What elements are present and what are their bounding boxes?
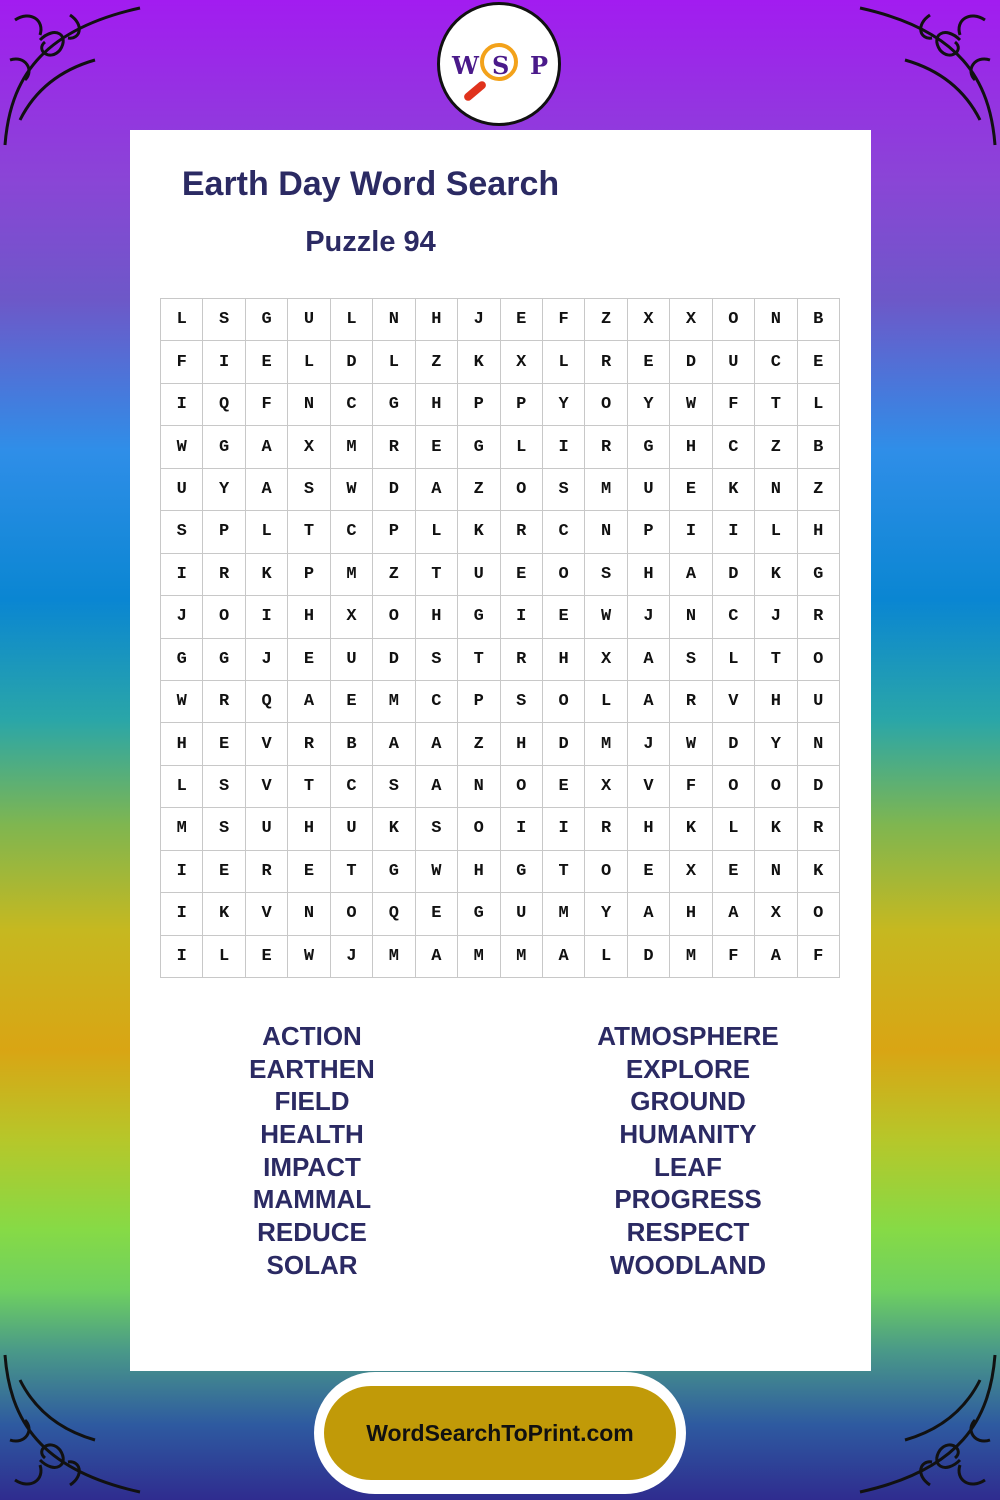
grid-cell[interactable]: U bbox=[161, 469, 203, 511]
grid-cell[interactable]: E bbox=[501, 299, 543, 341]
corner-ornament-top-right bbox=[850, 0, 1000, 150]
grid-cell[interactable]: S bbox=[501, 681, 543, 723]
grid-cell[interactable]: I bbox=[543, 426, 585, 468]
grid-cell[interactable]: U bbox=[331, 639, 373, 681]
grid-cell[interactable]: T bbox=[755, 384, 797, 426]
grid-cell[interactable]: M bbox=[331, 426, 373, 468]
grid-cell[interactable]: A bbox=[628, 681, 670, 723]
grid-cell[interactable]: J bbox=[628, 723, 670, 765]
grid-cell[interactable]: V bbox=[628, 766, 670, 808]
grid-cell[interactable]: X bbox=[288, 426, 330, 468]
grid-cell[interactable]: D bbox=[373, 639, 415, 681]
grid-cell[interactable]: Z bbox=[458, 469, 500, 511]
magnifier-handle bbox=[462, 80, 487, 103]
grid-cell[interactable]: H bbox=[416, 384, 458, 426]
grid-cell[interactable]: A bbox=[246, 469, 288, 511]
word-list-item: LEAF bbox=[654, 1151, 722, 1182]
grid-cell[interactable]: N bbox=[755, 469, 797, 511]
grid-cell[interactable]: A bbox=[543, 936, 585, 978]
grid-cell[interactable]: O bbox=[585, 384, 627, 426]
grid-cell[interactable]: K bbox=[246, 554, 288, 596]
grid-cell[interactable]: D bbox=[628, 936, 670, 978]
grid-cell[interactable]: Z bbox=[798, 469, 840, 511]
grid-cell[interactable]: M bbox=[458, 936, 500, 978]
letter-grid bbox=[160, 298, 840, 978]
grid-cell[interactable]: E bbox=[713, 851, 755, 893]
grid-cell[interactable]: R bbox=[798, 596, 840, 638]
site-link[interactable]: WordSearchToPrint.com bbox=[324, 1386, 676, 1480]
grid-cell[interactable]: E bbox=[288, 851, 330, 893]
grid-cell[interactable]: F bbox=[161, 341, 203, 383]
grid-cell[interactable]: J bbox=[161, 596, 203, 638]
grid-cell[interactable]: D bbox=[670, 341, 712, 383]
grid-cell[interactable]: N bbox=[373, 299, 415, 341]
grid-cell[interactable]: A bbox=[416, 723, 458, 765]
grid-cell[interactable]: Y bbox=[628, 384, 670, 426]
grid-cell[interactable]: O bbox=[713, 299, 755, 341]
grid-cell[interactable]: L bbox=[331, 299, 373, 341]
grid-cell[interactable]: Y bbox=[203, 469, 245, 511]
grid-cell[interactable]: E bbox=[501, 554, 543, 596]
grid-cell[interactable]: T bbox=[288, 511, 330, 553]
grid-cell[interactable]: R bbox=[373, 426, 415, 468]
grid-cell[interactable]: K bbox=[713, 469, 755, 511]
grid-cell[interactable]: H bbox=[543, 639, 585, 681]
word-list-right bbox=[538, 1020, 838, 1282]
page-title: Earth Day Word Search bbox=[181, 165, 560, 203]
grid-cell[interactable]: M bbox=[373, 936, 415, 978]
grid-cell[interactable]: J bbox=[628, 596, 670, 638]
grid-cell[interactable]: Q bbox=[203, 384, 245, 426]
grid-cell[interactable]: V bbox=[246, 893, 288, 935]
grid-cell[interactable]: I bbox=[161, 893, 203, 935]
word-list-item: HUMANITY bbox=[619, 1119, 757, 1150]
grid-cell[interactable]: A bbox=[246, 426, 288, 468]
grid-cell[interactable]: A bbox=[373, 723, 415, 765]
grid-cell[interactable]: A bbox=[670, 554, 712, 596]
grid-cell[interactable]: E bbox=[628, 341, 670, 383]
grid-cell[interactable]: G bbox=[161, 639, 203, 681]
footer-banner bbox=[314, 1372, 686, 1494]
grid-cell[interactable]: E bbox=[670, 469, 712, 511]
grid-cell[interactable]: M bbox=[670, 936, 712, 978]
grid-cell[interactable]: O bbox=[798, 893, 840, 935]
grid-cell[interactable]: D bbox=[543, 723, 585, 765]
grid-cell[interactable]: L bbox=[161, 299, 203, 341]
grid-cell[interactable]: V bbox=[713, 681, 755, 723]
word-list-item: EARTHEN bbox=[249, 1053, 375, 1084]
grid-cell[interactable]: U bbox=[331, 808, 373, 850]
grid-cell[interactable]: T bbox=[543, 851, 585, 893]
grid-cell[interactable]: Z bbox=[585, 299, 627, 341]
grid-cell[interactable]: K bbox=[670, 808, 712, 850]
grid-cell[interactable]: E bbox=[416, 426, 458, 468]
grid-cell[interactable]: W bbox=[416, 851, 458, 893]
grid-cell[interactable]: I bbox=[713, 511, 755, 553]
grid-cell[interactable]: F bbox=[543, 299, 585, 341]
word-list-item: GROUND bbox=[630, 1086, 746, 1117]
grid-cell[interactable]: O bbox=[458, 808, 500, 850]
grid-cell[interactable]: H bbox=[628, 808, 670, 850]
grid-cell[interactable]: I bbox=[203, 341, 245, 383]
grid-cell[interactable]: S bbox=[288, 469, 330, 511]
grid-cell[interactable]: A bbox=[416, 469, 458, 511]
grid-cell[interactable]: O bbox=[585, 851, 627, 893]
grid-cell[interactable]: E bbox=[543, 596, 585, 638]
grid-cell[interactable]: L bbox=[543, 341, 585, 383]
grid-cell[interactable]: X bbox=[670, 851, 712, 893]
grid-cell[interactable]: R bbox=[585, 341, 627, 383]
grid-cell[interactable]: W bbox=[161, 681, 203, 723]
grid-cell[interactable]: V bbox=[246, 766, 288, 808]
grid-cell[interactable]: K bbox=[458, 511, 500, 553]
grid-cell[interactable]: Y bbox=[585, 893, 627, 935]
grid-cell[interactable]: S bbox=[543, 469, 585, 511]
grid-cell[interactable]: F bbox=[246, 384, 288, 426]
grid-cell[interactable]: U bbox=[288, 299, 330, 341]
grid-cell[interactable]: T bbox=[458, 639, 500, 681]
grid-cell[interactable]: G bbox=[203, 639, 245, 681]
grid-cell[interactable]: F bbox=[670, 766, 712, 808]
word-list-item: PROGRESS bbox=[614, 1184, 762, 1215]
grid-cell[interactable]: I bbox=[161, 936, 203, 978]
grid-cell[interactable]: H bbox=[416, 299, 458, 341]
grid-cell[interactable]: H bbox=[628, 554, 670, 596]
grid-cell[interactable]: L bbox=[203, 936, 245, 978]
grid-cell[interactable]: Z bbox=[458, 723, 500, 765]
grid-cell[interactable]: H bbox=[416, 596, 458, 638]
logo-letter-s: S bbox=[492, 51, 510, 80]
grid-cell[interactable]: E bbox=[798, 341, 840, 383]
grid-cell[interactable]: W bbox=[670, 384, 712, 426]
grid-cell[interactable]: H bbox=[458, 851, 500, 893]
grid-cell[interactable]: I bbox=[670, 511, 712, 553]
grid-cell[interactable]: G bbox=[628, 426, 670, 468]
grid-cell[interactable]: G bbox=[798, 554, 840, 596]
grid-cell[interactable]: V bbox=[246, 723, 288, 765]
grid-cell[interactable]: K bbox=[373, 808, 415, 850]
grid-cell[interactable]: R bbox=[798, 808, 840, 850]
grid-cell[interactable]: U bbox=[628, 469, 670, 511]
grid-cell[interactable]: N bbox=[670, 596, 712, 638]
grid-cell[interactable]: T bbox=[288, 766, 330, 808]
grid-cell[interactable]: Q bbox=[246, 681, 288, 723]
grid-cell[interactable]: L bbox=[373, 341, 415, 383]
word-list-item: ATMOSPHERE bbox=[597, 1021, 779, 1051]
grid-cell[interactable]: E bbox=[288, 639, 330, 681]
grid-cell[interactable]: O bbox=[543, 681, 585, 723]
grid-cell[interactable]: A bbox=[628, 893, 670, 935]
grid-cell[interactable]: M bbox=[501, 936, 543, 978]
grid-cell[interactable]: U bbox=[798, 681, 840, 723]
grid-cell[interactable]: B bbox=[798, 299, 840, 341]
grid-cell[interactable]: E bbox=[203, 723, 245, 765]
grid-cell[interactable]: N bbox=[458, 766, 500, 808]
grid-cell[interactable]: R bbox=[288, 723, 330, 765]
grid-cell[interactable]: N bbox=[798, 723, 840, 765]
grid-cell[interactable]: I bbox=[543, 808, 585, 850]
grid-cell[interactable]: G bbox=[458, 426, 500, 468]
grid-cell[interactable]: H bbox=[501, 723, 543, 765]
grid-cell[interactable]: W bbox=[288, 936, 330, 978]
grid-cell[interactable]: N bbox=[585, 511, 627, 553]
grid-cell[interactable]: L bbox=[713, 808, 755, 850]
grid-cell[interactable]: M bbox=[543, 893, 585, 935]
grid-cell[interactable]: B bbox=[798, 426, 840, 468]
grid-cell[interactable]: C bbox=[331, 384, 373, 426]
grid-cell[interactable]: X bbox=[628, 299, 670, 341]
grid-cell[interactable]: H bbox=[670, 893, 712, 935]
grid-cell[interactable]: H bbox=[670, 426, 712, 468]
grid-cell[interactable]: G bbox=[501, 851, 543, 893]
grid-cell[interactable]: W bbox=[331, 469, 373, 511]
grid-cell[interactable]: J bbox=[246, 639, 288, 681]
grid-cell[interactable]: C bbox=[331, 511, 373, 553]
grid-cell[interactable]: R bbox=[203, 681, 245, 723]
grid-cell[interactable]: G bbox=[203, 426, 245, 468]
grid-cell[interactable]: O bbox=[798, 639, 840, 681]
grid-cell[interactable]: D bbox=[331, 341, 373, 383]
grid-cell[interactable]: A bbox=[416, 766, 458, 808]
grid-cell[interactable]: P bbox=[203, 511, 245, 553]
grid-cell[interactable]: W bbox=[670, 723, 712, 765]
grid-cell[interactable]: Y bbox=[755, 723, 797, 765]
word-list-item: MAMMAL bbox=[252, 1184, 372, 1215]
grid-cell[interactable]: M bbox=[585, 723, 627, 765]
logo-letter-p: P bbox=[530, 51, 549, 80]
word-list-left bbox=[162, 1020, 462, 1282]
grid-cell[interactable]: N bbox=[755, 851, 797, 893]
grid-cell[interactable]: E bbox=[628, 851, 670, 893]
grid-cell[interactable]: A bbox=[288, 681, 330, 723]
grid-cell[interactable]: I bbox=[501, 808, 543, 850]
grid-cell[interactable]: P bbox=[458, 384, 500, 426]
grid-cell[interactable]: K bbox=[798, 851, 840, 893]
grid-cell[interactable]: Z bbox=[416, 341, 458, 383]
grid-cell[interactable]: F bbox=[713, 384, 755, 426]
grid-cell[interactable]: E bbox=[246, 936, 288, 978]
grid-cell[interactable]: L bbox=[713, 639, 755, 681]
grid-cell[interactable]: T bbox=[331, 851, 373, 893]
word-list-item: HEALTH bbox=[260, 1119, 364, 1150]
grid-cell[interactable]: E bbox=[246, 341, 288, 383]
grid-cell[interactable]: G bbox=[458, 893, 500, 935]
grid-cell[interactable]: F bbox=[713, 936, 755, 978]
grid-cell[interactable]: N bbox=[288, 893, 330, 935]
grid-cell[interactable]: A bbox=[755, 936, 797, 978]
wsp-logo[interactable] bbox=[437, 2, 561, 126]
grid-cell[interactable]: D bbox=[798, 766, 840, 808]
grid-cell[interactable]: K bbox=[755, 808, 797, 850]
grid-cell[interactable]: H bbox=[161, 723, 203, 765]
grid-cell[interactable]: O bbox=[543, 554, 585, 596]
grid-cell[interactable]: W bbox=[585, 596, 627, 638]
grid-cell[interactable]: L bbox=[585, 936, 627, 978]
grid-cell[interactable]: E bbox=[543, 766, 585, 808]
grid-cell[interactable]: L bbox=[585, 681, 627, 723]
grid-cell[interactable]: L bbox=[246, 511, 288, 553]
grid-cell[interactable]: X bbox=[501, 341, 543, 383]
word-list-item: IMPACT bbox=[263, 1151, 361, 1182]
grid-cell[interactable]: E bbox=[416, 893, 458, 935]
grid-cell[interactable]: K bbox=[203, 893, 245, 935]
word-list-item: REDUCE bbox=[257, 1217, 367, 1248]
grid-cell[interactable]: C bbox=[713, 426, 755, 468]
logo-letter-w: W bbox=[452, 51, 479, 80]
grid-cell[interactable]: I bbox=[161, 554, 203, 596]
grid-cell[interactable]: O bbox=[713, 766, 755, 808]
grid-cell[interactable]: R bbox=[501, 639, 543, 681]
grid-cell[interactable]: O bbox=[373, 596, 415, 638]
grid-cell[interactable]: O bbox=[501, 469, 543, 511]
grid-cell[interactable]: L bbox=[501, 426, 543, 468]
grid-cell[interactable]: S bbox=[203, 299, 245, 341]
grid-cell[interactable]: C bbox=[713, 596, 755, 638]
grid-cell[interactable]: I bbox=[501, 596, 543, 638]
grid-cell[interactable]: X bbox=[755, 893, 797, 935]
grid-cell[interactable]: R bbox=[246, 851, 288, 893]
grid-cell[interactable]: P bbox=[288, 554, 330, 596]
grid-cell[interactable]: X bbox=[331, 596, 373, 638]
grid-cell[interactable]: R bbox=[670, 681, 712, 723]
grid-cell[interactable]: H bbox=[798, 511, 840, 553]
grid-cell[interactable]: Z bbox=[755, 426, 797, 468]
grid-cell[interactable]: K bbox=[458, 341, 500, 383]
grid-cell[interactable]: K bbox=[755, 554, 797, 596]
grid-cell[interactable]: S bbox=[416, 808, 458, 850]
grid-cell[interactable]: E bbox=[203, 851, 245, 893]
grid-cell[interactable]: L bbox=[755, 511, 797, 553]
grid-cell[interactable]: B bbox=[331, 723, 373, 765]
grid-cell[interactable]: M bbox=[331, 554, 373, 596]
grid-cell[interactable]: S bbox=[670, 639, 712, 681]
grid-cell[interactable]: M bbox=[161, 808, 203, 850]
grid-cell[interactable]: O bbox=[203, 596, 245, 638]
grid-cell[interactable]: L bbox=[798, 384, 840, 426]
word-list-item: ACTION bbox=[262, 1021, 362, 1051]
grid-cell[interactable]: G bbox=[373, 851, 415, 893]
word-list-item: SOLAR bbox=[266, 1249, 358, 1280]
grid-cell[interactable]: U bbox=[501, 893, 543, 935]
grid-cell[interactable]: D bbox=[373, 469, 415, 511]
grid-cell[interactable]: X bbox=[585, 639, 627, 681]
grid-cell[interactable]: J bbox=[755, 596, 797, 638]
corner-ornament-bottom-left bbox=[0, 1350, 150, 1500]
grid-cell[interactable]: R bbox=[585, 426, 627, 468]
corner-ornament-bottom-right bbox=[850, 1350, 1000, 1500]
grid-cell[interactable]: N bbox=[288, 384, 330, 426]
word-list-item: WOODLAND bbox=[610, 1249, 766, 1280]
grid-cell[interactable]: A bbox=[713, 893, 755, 935]
grid-cell[interactable]: I bbox=[161, 851, 203, 893]
grid-cell[interactable]: S bbox=[161, 511, 203, 553]
grid-cell[interactable]: N bbox=[755, 299, 797, 341]
grid-cell[interactable]: Y bbox=[543, 384, 585, 426]
corner-ornament-top-left bbox=[0, 0, 150, 150]
grid-cell[interactable]: T bbox=[416, 554, 458, 596]
word-list-item: FIELD bbox=[274, 1086, 350, 1117]
grid-cell[interactable]: P bbox=[373, 511, 415, 553]
grid-cell[interactable]: S bbox=[203, 766, 245, 808]
grid-cell[interactable]: O bbox=[331, 893, 373, 935]
grid-cell[interactable]: U bbox=[458, 554, 500, 596]
grid-cell[interactable]: M bbox=[373, 681, 415, 723]
grid-cell[interactable]: M bbox=[585, 469, 627, 511]
puzzle-subtitle: Puzzle 94 bbox=[305, 226, 436, 258]
grid-cell[interactable]: R bbox=[203, 554, 245, 596]
grid-cell[interactable]: R bbox=[501, 511, 543, 553]
grid-cell[interactable]: I bbox=[161, 384, 203, 426]
grid-cell[interactable]: S bbox=[203, 808, 245, 850]
grid-cell[interactable]: C bbox=[331, 766, 373, 808]
grid-cell[interactable]: Q bbox=[373, 893, 415, 935]
grid-cell[interactable]: T bbox=[755, 639, 797, 681]
grid-cell[interactable]: I bbox=[246, 596, 288, 638]
grid-cell[interactable]: U bbox=[246, 808, 288, 850]
grid-cell[interactable]: S bbox=[373, 766, 415, 808]
grid-cell[interactable]: R bbox=[585, 808, 627, 850]
grid-cell[interactable]: A bbox=[416, 936, 458, 978]
grid-cell[interactable]: O bbox=[755, 766, 797, 808]
grid-cell[interactable]: G bbox=[458, 596, 500, 638]
grid-cell[interactable]: C bbox=[543, 511, 585, 553]
grid-cell[interactable]: X bbox=[585, 766, 627, 808]
grid-cell[interactable]: E bbox=[331, 681, 373, 723]
grid-cell[interactable]: H bbox=[288, 808, 330, 850]
grid-cell[interactable]: F bbox=[798, 936, 840, 978]
grid-cell[interactable]: D bbox=[713, 554, 755, 596]
grid-cell[interactable]: L bbox=[288, 341, 330, 383]
grid-cell[interactable]: Z bbox=[373, 554, 415, 596]
grid-cell[interactable]: C bbox=[416, 681, 458, 723]
grid-cell[interactable]: G bbox=[246, 299, 288, 341]
word-list-item: EXPLORE bbox=[625, 1053, 751, 1084]
grid-cell[interactable]: W bbox=[161, 426, 203, 468]
grid-cell[interactable]: J bbox=[331, 936, 373, 978]
grid-cell[interactable]: P bbox=[501, 384, 543, 426]
grid-cell[interactable]: S bbox=[416, 639, 458, 681]
grid-cell[interactable]: L bbox=[416, 511, 458, 553]
grid-cell[interactable]: C bbox=[755, 341, 797, 383]
grid-cell[interactable]: U bbox=[713, 341, 755, 383]
grid-cell[interactable]: S bbox=[585, 554, 627, 596]
grid-cell[interactable]: J bbox=[458, 299, 500, 341]
grid-cell[interactable]: A bbox=[628, 639, 670, 681]
grid-cell[interactable]: P bbox=[628, 511, 670, 553]
grid-cell[interactable]: P bbox=[458, 681, 500, 723]
grid-cell[interactable]: G bbox=[373, 384, 415, 426]
grid-cell[interactable]: L bbox=[161, 766, 203, 808]
grid-cell[interactable]: O bbox=[501, 766, 543, 808]
grid-cell[interactable]: X bbox=[670, 299, 712, 341]
grid-cell[interactable]: D bbox=[713, 723, 755, 765]
grid-cell[interactable]: H bbox=[755, 681, 797, 723]
word-list-item: RESPECT bbox=[626, 1217, 750, 1248]
grid-cell[interactable]: H bbox=[288, 596, 330, 638]
